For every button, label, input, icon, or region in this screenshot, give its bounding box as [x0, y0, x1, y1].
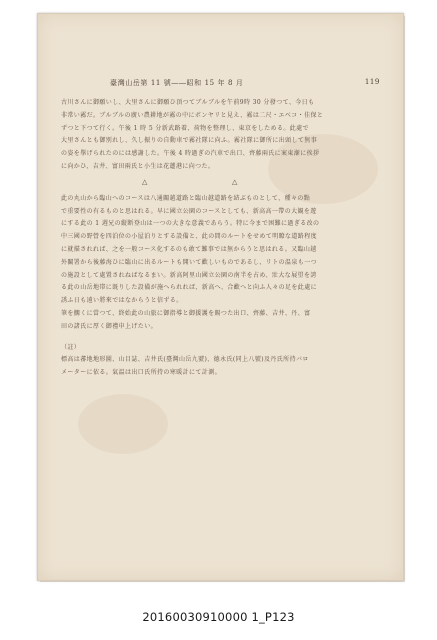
text-line: で重要性の有るものと思はれる。早に國立公園のコースとしても、新高高一帶の大観を遊	[61, 207, 317, 215]
text-line: 此の丸山から臨山へのコースは八通關越道路と臨山越道路を結ぶものとして、種々の點	[61, 194, 311, 202]
journal-title: 臺灣山岳第 11 號――昭和 15 年 8 月	[110, 79, 244, 87]
section-mark: △	[232, 178, 238, 186]
section-mark: △	[142, 178, 148, 186]
text-line: 古川さんに御願いし、大里さんに御願ひ頂つてブルブルを午前9時 30 分發つて、今日も	[61, 99, 315, 106]
paragraph-3	[61, 308, 376, 334]
paper-stain	[78, 394, 168, 454]
article-body	[61, 97, 376, 380]
paragraph-1	[61, 97, 376, 174]
text-line: 非常い霧だ。ブルブルの廣い農耕地が霧の中にボンヤリと見え、霧は二尺・エベコ・佳保と	[61, 111, 324, 119]
page-header	[110, 78, 380, 90]
text-line: 田の諸氏に厚く御禮申上げたい。	[61, 322, 158, 330]
paragraph-2	[61, 193, 376, 308]
text-line: 筆を擱くに當つて、終始此の山旅に御指導と御援護を賜つた出口、齊藤、吉井、丹、富	[61, 309, 311, 317]
note-section	[61, 342, 376, 380]
note-heading: （註）	[61, 343, 81, 351]
page-number: 119	[364, 78, 380, 86]
text-line: 外關署から後藤海ひに臨山に出るルートも開いて歡しいものであるし、リトの温泉も一つ	[61, 258, 318, 266]
note-line: 標高は蕃地地形圖、山目誌、吉井氏(臺灣山岳九號)、德永氏(同上八號)及丹氏所持バロ	[61, 356, 309, 364]
text-line: ずつと下つて行く。午後 1 時 5 分新武路着、荷物を整理し、東京をしためる。此處で	[61, 124, 309, 132]
text-line: に就描されれば、之を一般コース化するのも敢て難事では無からうと思はれる。又臨山越	[61, 245, 317, 253]
text-line: にする此の 1 週兄の縦断登山は一つの大きな意義であらう。特に今まで困難に過ぎる改の	[61, 220, 320, 228]
text-line: の施設として處置されねばなるまい。新高阿里山國立公園の南半を占め、壯大な展望を誇	[61, 271, 317, 279]
text-line: に向かひ、吉井、富田兩氏と小生は花蓮港に向つた。	[61, 162, 215, 170]
image-caption: 20160030910000 1_P123	[142, 610, 295, 624]
text-line: る此の山岳地帯に既りした設備が施へられれば、新高へ、合歡へと向ふ人々の足を此處に	[61, 284, 318, 292]
text-line: 中三國の野營を四泊位の小屋泊りとする設備と、此の間のルートをせめて明瞭な道路程度	[61, 233, 318, 241]
text-line: 誘ふ日も遠い將來ではなからうと信ずる。	[61, 297, 183, 305]
text-line: の姿を擧げられたのには感謝した。午後 4 時過ぎの汽車で出口、齊藤兩氏に案東漸に挨拶	[61, 150, 320, 158]
text-line: 大里さんとも御別れし、久し振りの自動車で霧社隊に向ふ。霧社隊に御所に出頭して無事	[61, 137, 318, 145]
note-line: メーターに依る。氣温は出口氏所持の寒暖計にて計測。	[61, 369, 222, 377]
